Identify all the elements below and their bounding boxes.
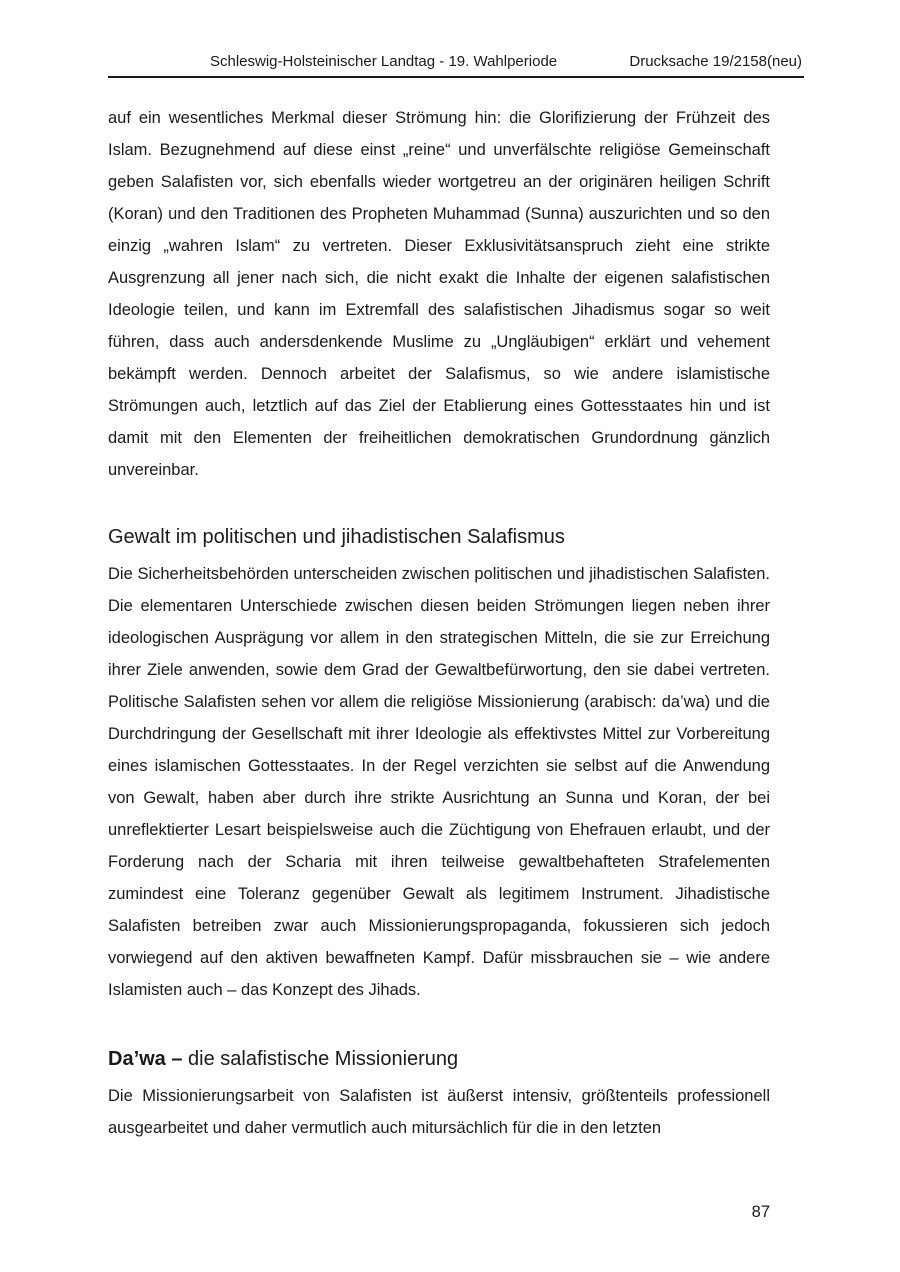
page-number: 87	[751, 1203, 770, 1221]
paragraph-intro: auf ein wesentliches Merkmal dieser Strömung hin: die Glorifizierung der Frühzeit des Islam. Bezugnehmend auf diese einst „reine“ und unverfälschte religiöse Gemeinschaft geben Salafisten vor, sich ebenfalls wieder wortgetreu an der originären heiligen Schrift (Koran) und den Traditionen des Propheten Muhammad (Sunna) auszurichten und so den einzig „wahren Islam“ zu vertreten. Dieser Exklusivitätsanspruch zieht eine strikte Ausgrenzung all jener nach sich, die nicht exakt die Inhalte der eigenen salafistischen Ideologie teilen, und kann im Extremfall des salafistischen Jihadismus sogar so weit führen, dass auch andersdenkende Muslime zu „Ungläubigen“ erklärt und vehement bekämpft werden. Dennoch arbeitet der Salafismus, so wie andere islamistische Strömungen auch, letztlich auf das Ziel der Etablierung eines Gottesstaates hin und ist damit mit den Elementen der freiheitlichen demokratischen Grundordnung gänzlich unvereinbar.	[108, 109, 770, 479]
header-document-number: Drucksache 19/2158(neu)	[629, 53, 802, 70]
paragraph-dawa: Die Missionierungsarbeit von Salafisten ist äußerst intensiv, größtenteils professionell ausgearbeitet und daher vermutlich auch mitursächlich für die in den letzten	[108, 1087, 770, 1137]
header-title: Schleswig-Holsteinischer Landtag - 19. Wahlperiode	[210, 53, 558, 70]
section-heading-dawa-rest: die salafistische Missionierung	[182, 1048, 459, 1070]
page-header	[108, 50, 804, 74]
section-heading-violence: Gewalt im politischen und jihadistischen Salafismus	[108, 526, 565, 548]
page-body	[108, 102, 770, 1144]
header-divider	[108, 76, 804, 78]
section-heading-dawa-bold: Da’wa –	[108, 1048, 183, 1070]
section-heading-dawa	[108, 1044, 770, 1074]
paragraph-violence: Die Sicherheitsbehörden unterscheiden zwischen politischen und jihadistischen Salafisten. Die elementaren Unterschiede zwischen diesen beiden Strömungen liegen neben ihrer ideologischen Ausprägung vor allem in den strategischen Mitteln, die sie zur Erreichung ihrer Ziele anwenden, sowie dem Grad der Gewaltbefürwortung, den sie dabei vertreten. Politische Salafisten sehen vor allem die religiöse Missionierung (arabisch: da’wa) und die Durchdringung der Gesellschaft mit ihrer Ideologie als effektivstes Mittel zur Vorbereitung eines islamischen Gottesstaates. In der Regel verzichten sie selbst auf die Anwendung von Gewalt, haben aber durch ihre strikte Ausrichtung an Sunna und Koran, der bei unreflektierter Lesart beispielsweise auch die Züchtigung von Ehefrauen erlaubt, und der Forderung nach der Scharia mit ihren teilweise gewaltbehafteten Strafelementen zumindest eine Toleranz gegenüber Gewalt als legitimem Instrument. Jihadistische Salafisten betreiben zwar auch Missionierungspropaganda, fokussieren sich jedoch vorwiegend auf den aktiven bewaffneten Kampf. Dafür missbrauchen sie – wie andere Islamisten auch – das Konzept des Jihads.	[108, 565, 770, 999]
